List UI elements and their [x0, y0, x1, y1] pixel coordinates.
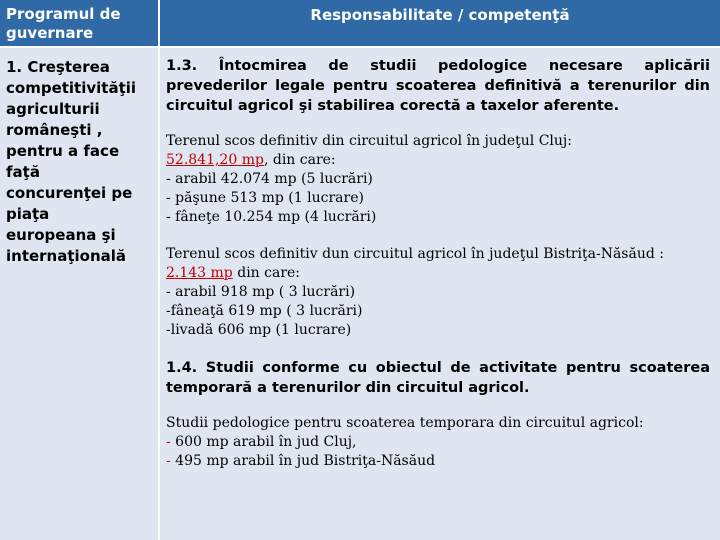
- responsibility-column: [160, 48, 720, 540]
- bistrita-item: -livadă 606 mp (1 lucrare): [166, 322, 352, 338]
- section-1-3-heading: 1.3. Întocmirea de studii pedologice necesare aplicării prevederilor legale pentru scoaterea definitivă a terenurilor din circuitul agricol şi stabilirea corectă a taxelor aferente.: [166, 58, 710, 114]
- program-line: pentru a face: [6, 142, 120, 160]
- section-1-4-heading: 1.4. Studii conforme cu obiectul de activitate pentru scoaterea temporară a terenurilor din circuitul agricol.: [166, 360, 710, 396]
- bistrita-total: 2.143 mp: [166, 265, 233, 281]
- program-column: [0, 48, 160, 540]
- cluj-item: - păşune 513 mp (1 lucrare): [166, 190, 364, 206]
- header-responsibility: Responsabilitate / competenţă: [160, 0, 720, 48]
- temporary-item: - 600 mp arabil în jud Cluj,: [166, 434, 357, 450]
- program-line: româneşti ,: [6, 121, 103, 139]
- program-line: faţă: [6, 163, 40, 181]
- temporary-intro: Studii pedologice pentru scoaterea temporara din circuitul agricol:: [166, 415, 644, 431]
- program-line: competitivităţii: [6, 79, 137, 97]
- program-line: europeana şi: [6, 226, 116, 244]
- cluj-block: [166, 132, 710, 227]
- temporary-item: - 495 mp arabil în jud Bistriţa-Năsăud: [166, 453, 436, 469]
- bistrita-total-suffix: din care:: [232, 265, 301, 281]
- cluj-intro: Terenul scos definitiv din circuitul agricol în judeţul Cluj:: [166, 133, 572, 149]
- program-line: 1. Creşterea: [6, 58, 110, 76]
- cluj-total-line: [166, 151, 710, 170]
- program-line: internaţională: [6, 247, 127, 265]
- bistrita-block: [166, 245, 710, 340]
- cluj-total-suffix: , din care:: [263, 152, 336, 168]
- bistrita-item: -fâneaţă 619 mp ( 3 lucrări): [166, 303, 363, 319]
- temporary-block: [166, 414, 710, 471]
- program-line: agriculturii: [6, 100, 100, 118]
- cluj-total: 52.841,20 mp: [166, 152, 264, 168]
- cluj-item: - fâneţe 10.254 mp (4 lucrări): [166, 209, 377, 225]
- header-program: Programul de guvernare: [0, 0, 160, 48]
- bistrita-item: - arabil 918 mp ( 3 lucrări): [166, 284, 356, 300]
- program-line: concurenţei pe: [6, 184, 133, 202]
- bistrita-total-line: [166, 264, 710, 283]
- bistrita-intro: Terenul scos definitiv dun circuitul agricol în judeţul Bistriţa-Năsăud :: [166, 246, 664, 262]
- program-line: piaţa: [6, 205, 50, 223]
- cluj-item: - arabil 42.074 mp (5 lucrări): [166, 171, 373, 187]
